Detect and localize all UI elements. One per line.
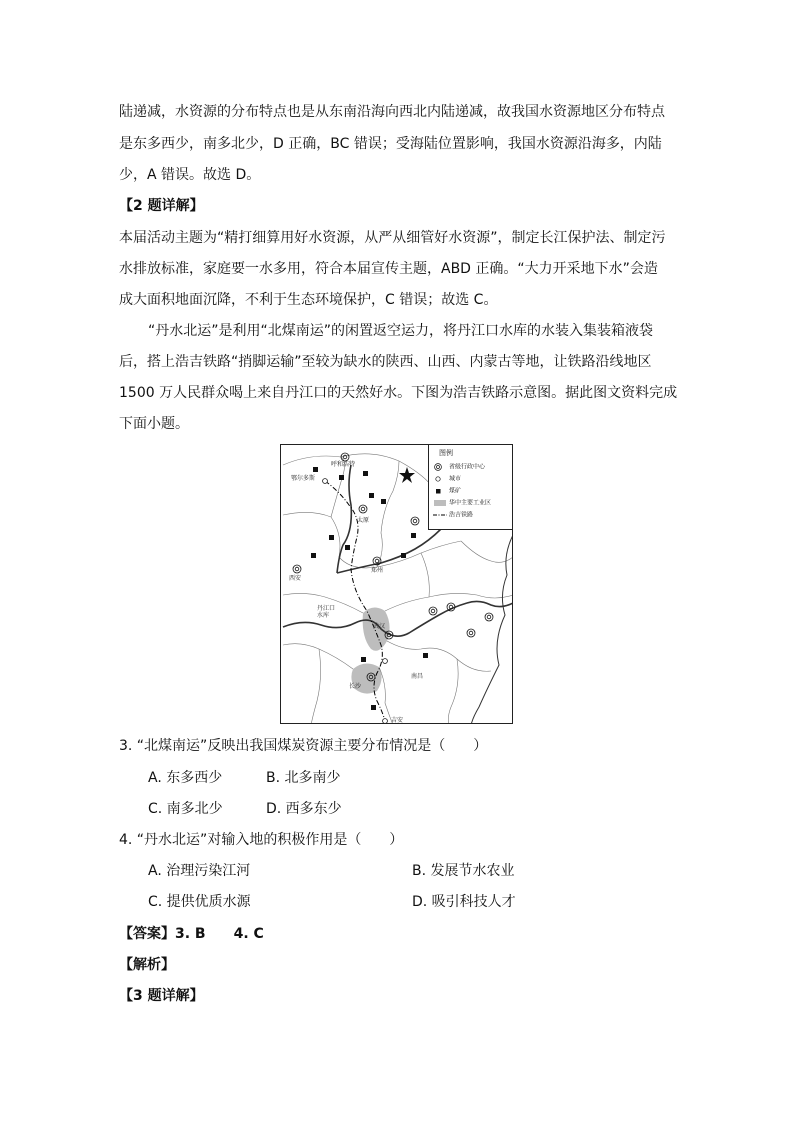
coal-mine-marker: [313, 467, 318, 472]
label-danjiangkou: 丹江口 水库: [317, 605, 336, 619]
label-jian: 吉安: [391, 717, 404, 724]
coal-mine-symbol-icon: [433, 487, 447, 495]
legend-row-coal: [433, 487, 461, 496]
text-line: 陆递减，水资源的分布特点也是从东南沿海向西北内陆递减，故我国水资源地区分布特点: [119, 104, 665, 120]
coal-mine-marker: [339, 475, 344, 480]
text-line: 下面小题。: [119, 416, 189, 432]
railway-symbol-icon: [433, 511, 447, 519]
question-3-option-a: A. 东多西少: [148, 770, 223, 786]
legend-row-railway: [433, 511, 473, 520]
coal-mine-marker: [371, 705, 376, 710]
text-line: 1500 万人民群众喝上来自丹江口的天然好水。下图为浩吉铁路示意图。据此图文资料完成: [119, 385, 678, 401]
label-ordos: 鄂尔多斯: [291, 475, 316, 482]
city-symbol-icon: [433, 475, 447, 483]
label-xian: 西安: [289, 575, 302, 582]
coal-mine-marker: [329, 535, 334, 540]
coal-mine-marker: [369, 493, 374, 498]
coal-mine-marker: [311, 553, 316, 558]
coastline: [471, 535, 513, 724]
legend-label: 浩吉铁路: [449, 511, 474, 519]
legend-label: 煤矿: [449, 487, 462, 495]
legend-row-industrial: [433, 499, 491, 508]
legend-row-city: [433, 475, 461, 484]
text-line: “丹水北运”是利用“北煤南运”的闲置返空运力，将丹江口水库的水装入集装箱液袋: [148, 323, 654, 339]
coal-mine-marker: [363, 471, 368, 476]
legend-label: 华中主要工业区: [449, 499, 492, 507]
text-line: 水排放标准，家庭要一水多用，符合本届宣传主题，ABD 正确。“大力开采地下水”会造: [119, 261, 658, 277]
label-nanchang: 南昌: [411, 673, 424, 680]
question-3-stem: 3. “北煤南运”反映出我国煤炭资源主要分布情况是（ ）: [119, 738, 488, 754]
question-4-option-b: B. 发展节水农业: [412, 863, 515, 879]
industrial-zone-symbol-icon: [433, 499, 447, 507]
legend-label: 城市: [449, 475, 462, 483]
text-line: 本届活动主题为“精打细算用好水资源，从严从细管好水资源”，制定长江保护法、制定污: [119, 230, 666, 246]
section-heading-q3: 【3 题详解】: [119, 988, 204, 1004]
question-4-option-d: D. 吸引科技人才: [412, 894, 516, 910]
text-line: 少，A 错误。故选 D。: [119, 167, 261, 183]
coal-mine-marker: [361, 657, 366, 662]
haoji-railway-map: [280, 444, 513, 724]
analysis-heading: 【解析】: [119, 957, 175, 973]
question-4-option-a: A. 治理污染江河: [148, 863, 251, 879]
question-3-option-d: D. 西多东少: [266, 801, 342, 817]
label-zhengzhou: 郑州: [371, 567, 384, 574]
text-line: 后，搭上浩吉铁路“捎脚运输”至较为缺水的陕西、山西、内蒙古等地，让铁路沿线地区: [119, 354, 652, 370]
coal-mine-marker: [381, 499, 386, 504]
coal-mine-marker: [411, 533, 416, 538]
label-wuhan: 武汉: [373, 623, 386, 630]
answer-line: 【答案】3. B 4. C: [119, 926, 264, 942]
legend-row-capital: [433, 463, 485, 472]
section-heading-q2: 【2 题详解】: [119, 198, 204, 214]
question-3-option-c: C. 南多北少: [148, 801, 223, 817]
coal-mine-marker: [401, 553, 406, 558]
question-3-option-b: B. 北多南少: [266, 770, 341, 786]
map-legend: [428, 445, 513, 530]
coal-mine-marker: [345, 545, 350, 550]
text-line: 成大面积地面沉降，不利于生态环境保护，C 错误；故选 C。: [119, 292, 498, 308]
coal-mine-marker: [423, 653, 428, 658]
text-line: 是东多西少，南多北少，D 正确，BC 错误；受海陆位置影响，我国水资源沿海多，内陆: [119, 136, 662, 152]
label-hohhot: 呼和浩特: [331, 461, 356, 468]
question-4-option-c: C. 提供优质水源: [148, 894, 251, 910]
question-4-stem: 4. “丹水北运”对输入地的积极作用是（ ）: [119, 832, 404, 848]
label-changsha: 长沙: [349, 683, 362, 690]
label-taiyuan: 太原: [357, 517, 370, 524]
legend-label: 省级行政中心: [449, 463, 486, 471]
legend-title: 图例: [439, 449, 453, 457]
capital-symbol-icon: [433, 463, 447, 471]
